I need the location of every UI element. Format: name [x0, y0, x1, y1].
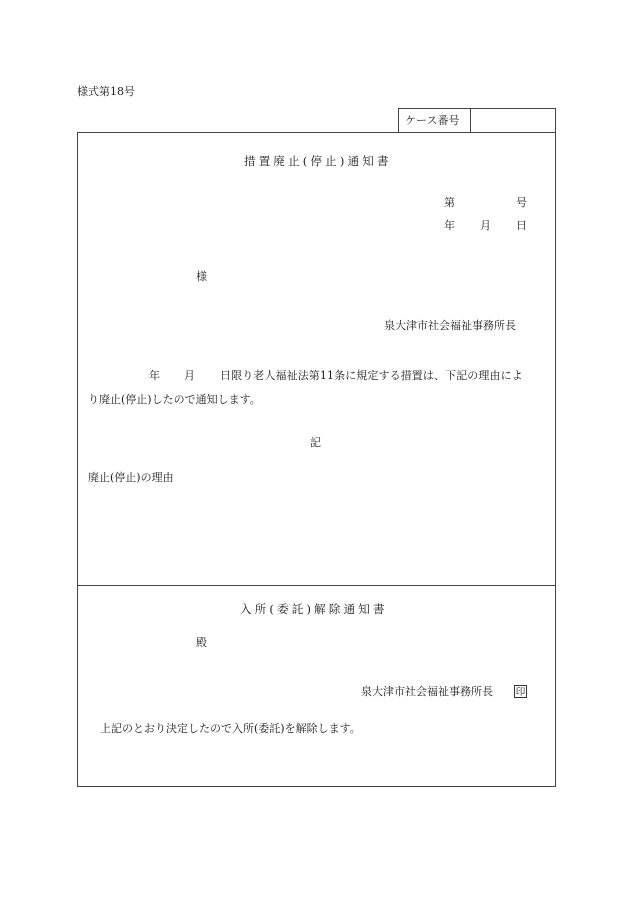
recipient2-honorific: 殿	[196, 636, 207, 649]
recipient-honorific: 様	[196, 270, 207, 283]
date-year-label: 年	[444, 219, 455, 232]
section2-title: 入所(委託)解除通知書	[240, 602, 388, 616]
ki-heading: 記	[310, 436, 321, 449]
seal-mark: 印	[515, 687, 526, 698]
body-year-label: 年	[149, 369, 160, 382]
document-number-prefix: 第	[444, 196, 455, 209]
form-number: 様式第18号	[77, 85, 135, 98]
case-number-divider	[470, 108, 471, 133]
date-month-label: 月	[480, 219, 491, 232]
section1-title: 措置廃止(停止)通知書	[244, 154, 392, 168]
case-number-label: ケース番号	[405, 114, 460, 127]
section-divider	[77, 585, 556, 586]
case-number-value[interactable]	[476, 115, 550, 129]
body-month-label: 月	[184, 369, 195, 382]
issuer2-name: 泉大津市社会福祉事務所長	[361, 685, 493, 698]
document-number-suffix: 号	[516, 196, 527, 209]
body-text-line1: 日限り老人福祉法第11条に規定する措置は、下記の理由によ	[220, 369, 523, 382]
reason-label: 廃止(停止)の理由	[88, 471, 174, 484]
date-day-label: 日	[516, 219, 527, 232]
body-text-line2: り廃止(停止)したので通知します。	[88, 393, 261, 406]
issuer-name: 泉大津市社会福祉事務所長	[384, 319, 516, 332]
section2-body: 上記のとおり決定したので入所(委託)を解除します。	[100, 722, 361, 735]
